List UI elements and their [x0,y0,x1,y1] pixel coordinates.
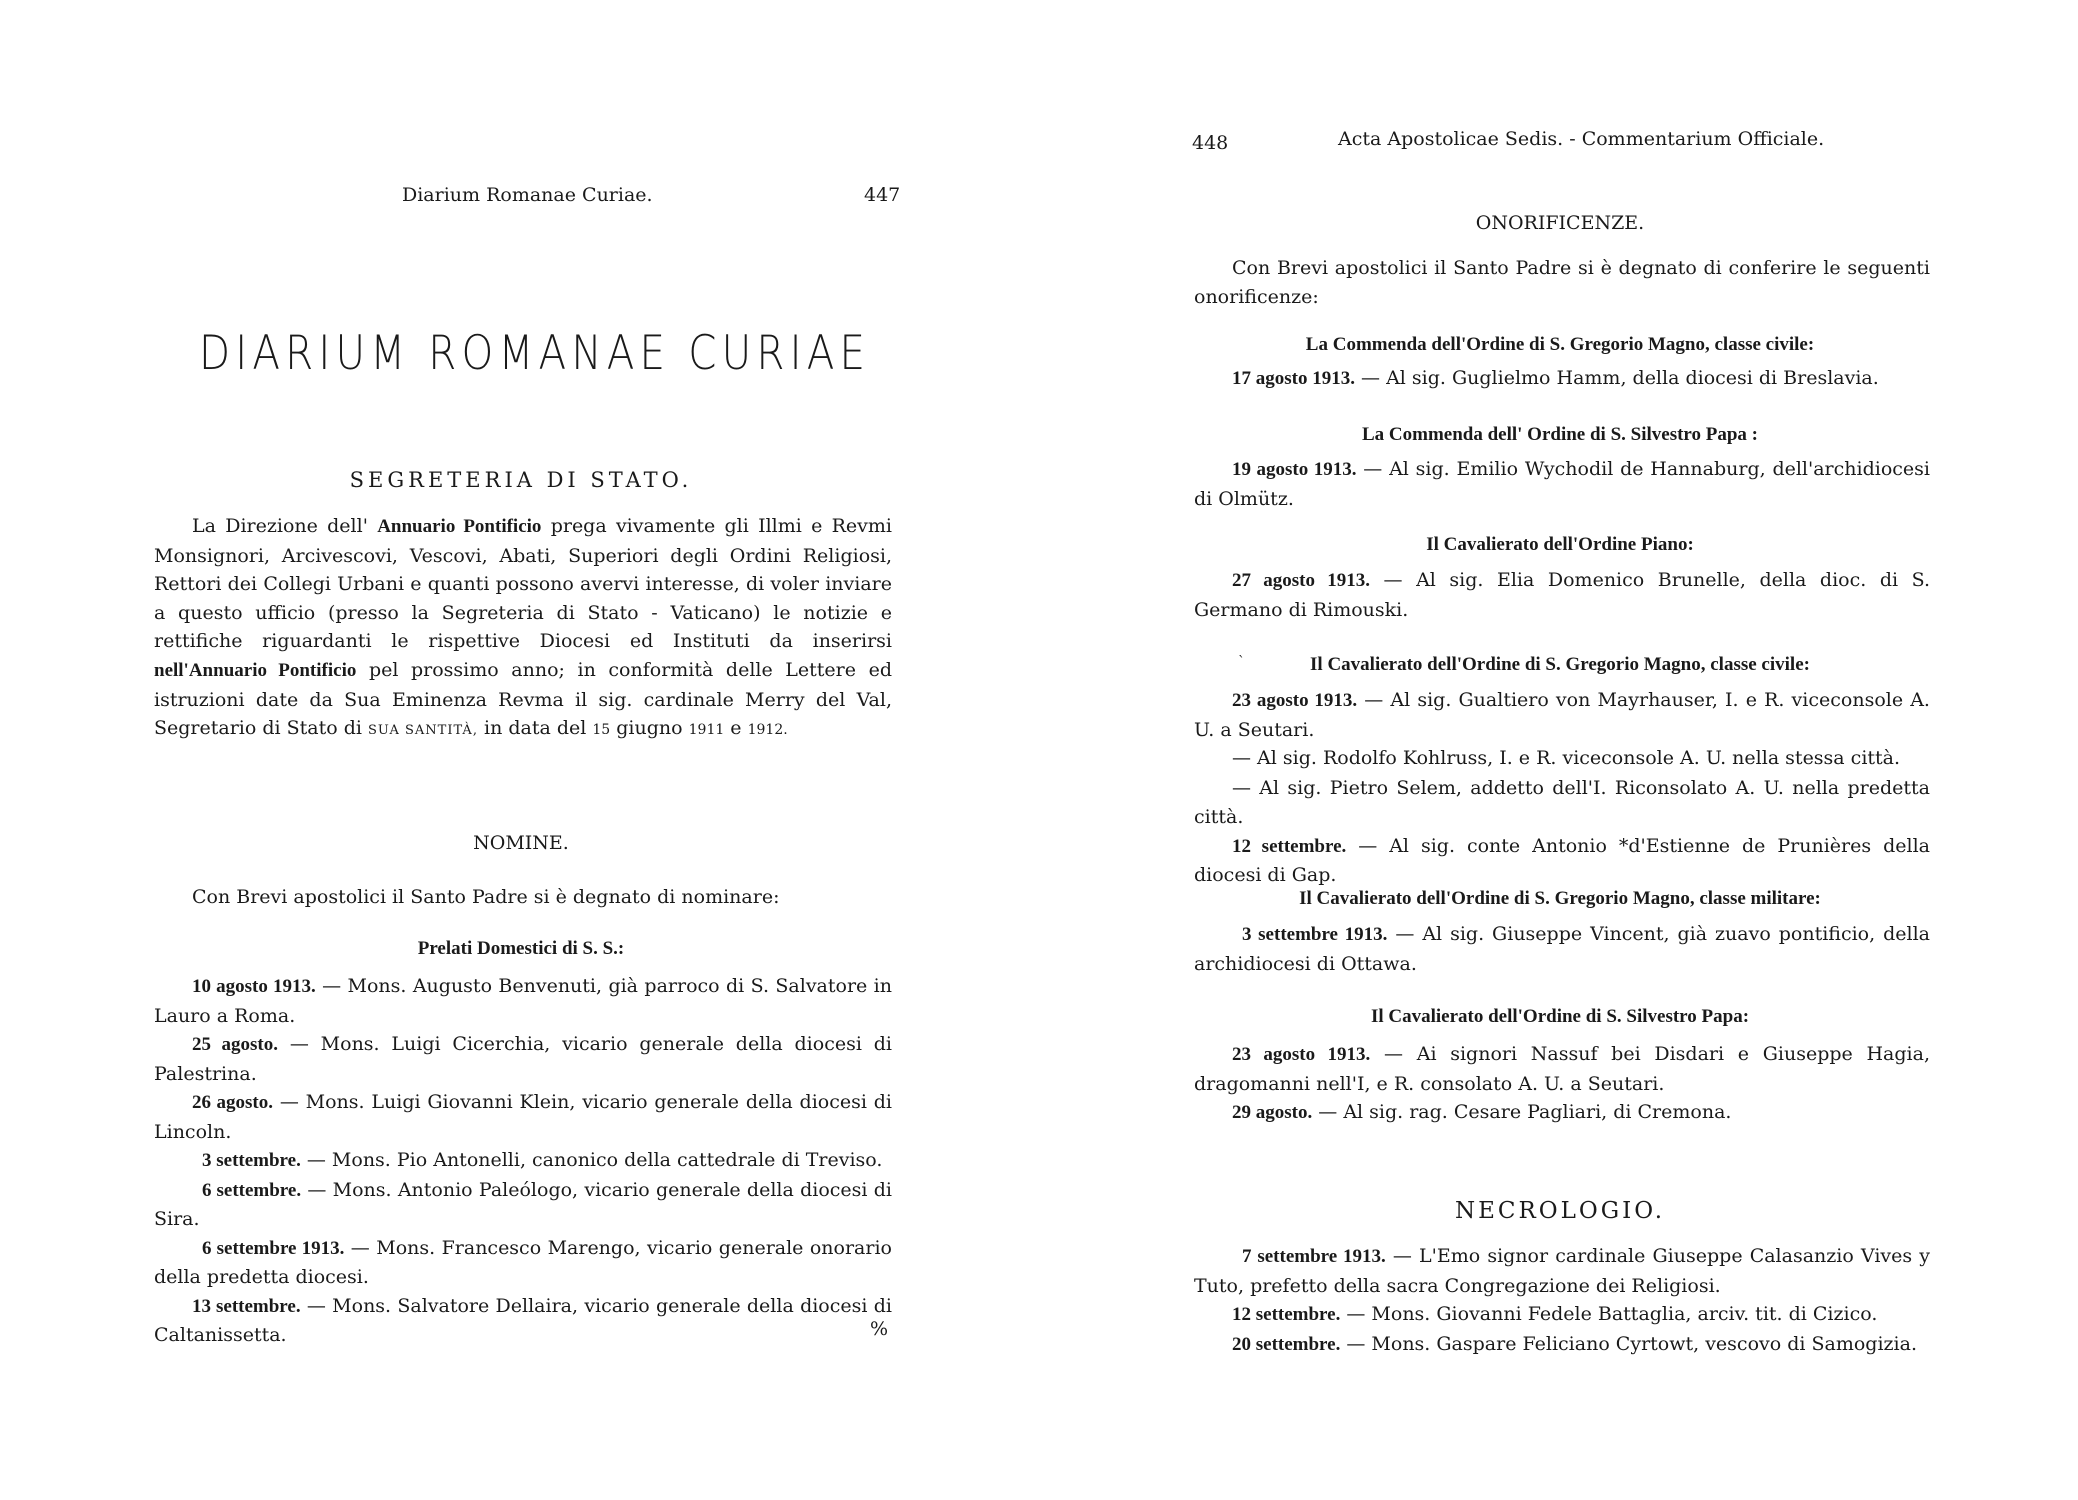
list-item: 17 agosto 1913. — Al sig. Guglielmo Hamm, della diocesi di Breslavia. [1232,367,1879,389]
section-heading-necrologio: NECROLOGIO. [1454,1198,1666,1224]
honour-entries [1194,566,1930,624]
list-item: 12 settembre. — Al sig. conte Antonio *d'Estienne de Prunières della diocesi di Gap. [1194,834,1930,886]
section-heading-onorificenze: ONORIFICENZE. [1475,212,1645,234]
honour-subheading: La Commenda dell' Ordine di S. Silvestro Papa : [1361,424,1759,445]
list-item: 6 settembre 1913. — Mons. Francesco Marengo, vicario generale onorario della predetta diocesi. [154,1236,892,1288]
list-item: 23 agosto 1913. — Ai signori Nassuf bei Disdari e Giuseppe Hagia, dragomanni nell'I, e R. consolato A. U. a Seutari. [1194,1043,1930,1095]
list-item: 20 settembre. — Mons. Gaspare Feliciano Cyrtowt, vescovo di Samogizia. [1232,1332,1917,1355]
honour-subheading: La Commenda dell'Ordine di S. Gregorio Magno, classe civile: [1305,334,1815,355]
honour-subheading: Il Cavalierato dell'Ordine di S. Silvestro Papa: [1370,1006,1750,1027]
nomine-subheading: Prelati Domestici di S. S.: [417,938,625,959]
list-item: — Al sig. Rodolfo Kohlruss, I. e R. viceconsole A. U. nella stessa città. [1232,747,1901,769]
running-head: Acta Apostolicae Sedis. - Commentarium Officiale. [1338,128,1825,150]
stray-mark: ` [1238,654,1245,670]
onorificenze-intro: Con Brevi apostolici il Santo Padre si è degnato di conferire le seguenti onorificenze: [1194,257,1930,308]
running-head: Diarium Romanae Curiae. [402,184,653,206]
section-heading-nomine: NOMINE. [473,832,569,854]
honour-entries [1194,686,1930,890]
list-item: 3 settembre. — Mons. Pio Antonelli, canonico della cattedrale di Treviso. [202,1149,883,1171]
list-item: 12 settembre. — Mons. Giovanni Fedele Battaglia, arciv. tit. di Cizico. [1232,1303,1878,1325]
nomine-intro: Con Brevi apostolici il Santo Padre si è degnato di nominare: [192,886,780,908]
honour-subheading: Il Cavalierato dell'Ordine di S. Gregorio Magno, classe militare: [1299,888,1821,909]
necrologio-entries [1194,1242,1930,1359]
honour-subheading: Il Cavalierato dell'Ordine di S. Gregorio Magno, classe civile: [1310,654,1810,675]
nomine-entries [154,972,892,1350]
segreteria-paragraph: La Direzione dell' Annuario Pontificio prega vivamente gli Illmi e Revmi Monsignori, Arcivescovi, Vescovi, Abati, Superiori degli Ordini Religiosi, Rettori dei Collegi Urbani e quanti possono avervi interesse, di voler inviare a questo ufficio (presso la Segreteria di Stato - Vaticano) le notizie e rettifiche riguardanti le rispettive Diocesi ed Instituti da inserirsi nell'Annuario Pontificio pel prossimo anno; in conformità delle Lettere ed istruzioni date da Sua Eminenza Revma il sig. cardinale Merry del Val, Segretario di Stato di SUA SANTITÀ, in data del 15 giugno 1911 e 1912. [154,515,892,740]
list-item: 10 agosto 1913. — Mons. Augusto Benvenuti, già parroco di S. Salvatore in Lauro a Roma. [154,975,892,1027]
list-item: — Al sig. Pietro Selem, addetto dell'I. Riconsolato A. U. nella predetta città. [1194,776,1930,828]
list-item: 3 settembre 1913. — Al sig. Giuseppe Vincent, già zuavo pontificio, della archidiocesi di Ottawa. [1194,923,1930,975]
section-heading-segreteria: SEGRETERIA DI STATO. [349,468,693,492]
honour-entries [1194,920,1930,978]
stray-mark: % [870,1318,889,1340]
list-item: 29 agosto. — Al sig. rag. Cesare Pagliari, di Cremona. [1232,1101,1732,1123]
list-item: 26 agosto. — Mons. Luigi Giovanni Klein, vicario generale della diocesi di Lincoln. [154,1091,892,1143]
page-title: DIARIUM ROMANAE CURIAE [199,326,871,381]
honour-subheading: Il Cavalierato dell'Ordine Piano: [1426,534,1694,555]
list-item: 25 agosto. — Mons. Luigi Cicerchia, vicario generale della diocesi di Palestrina. [154,1033,892,1085]
page-number: 447 [864,184,901,206]
list-item: 19 agosto 1913. — Al sig. Emilio Wychodil de Hannaburg, dell'archidiocesi di Olmütz. [1194,458,1930,510]
list-item: 27 agosto 1913. — Al sig. Elia Domenico Brunelle, della dioc. di S. Germano di Rimouski. [1194,569,1930,621]
honour-entries [1194,455,1930,513]
honour-entries [1194,1040,1930,1128]
page-number: 448 [1192,132,1229,154]
list-item: 6 settembre. — Mons. Antonio Paleólogo, vicario generale della diocesi di Sira. [154,1178,892,1230]
list-item: 13 settembre. — Mons. Salvatore Dellaira, vicario generale della diocesi di Caltanissetta. [154,1294,892,1346]
list-item: 23 agosto 1913. — Al sig. Gualtiero von Mayrhauser, I. e R. viceconsole A. U. a Seutari. [1194,689,1930,741]
honour-entries [1194,364,1930,394]
list-item: 7 settembre 1913. — L'Emo signor cardinale Giuseppe Calasanzio Vives y Tuto, prefetto della sacra Congregazione dei Religiosi. [1194,1245,1930,1297]
